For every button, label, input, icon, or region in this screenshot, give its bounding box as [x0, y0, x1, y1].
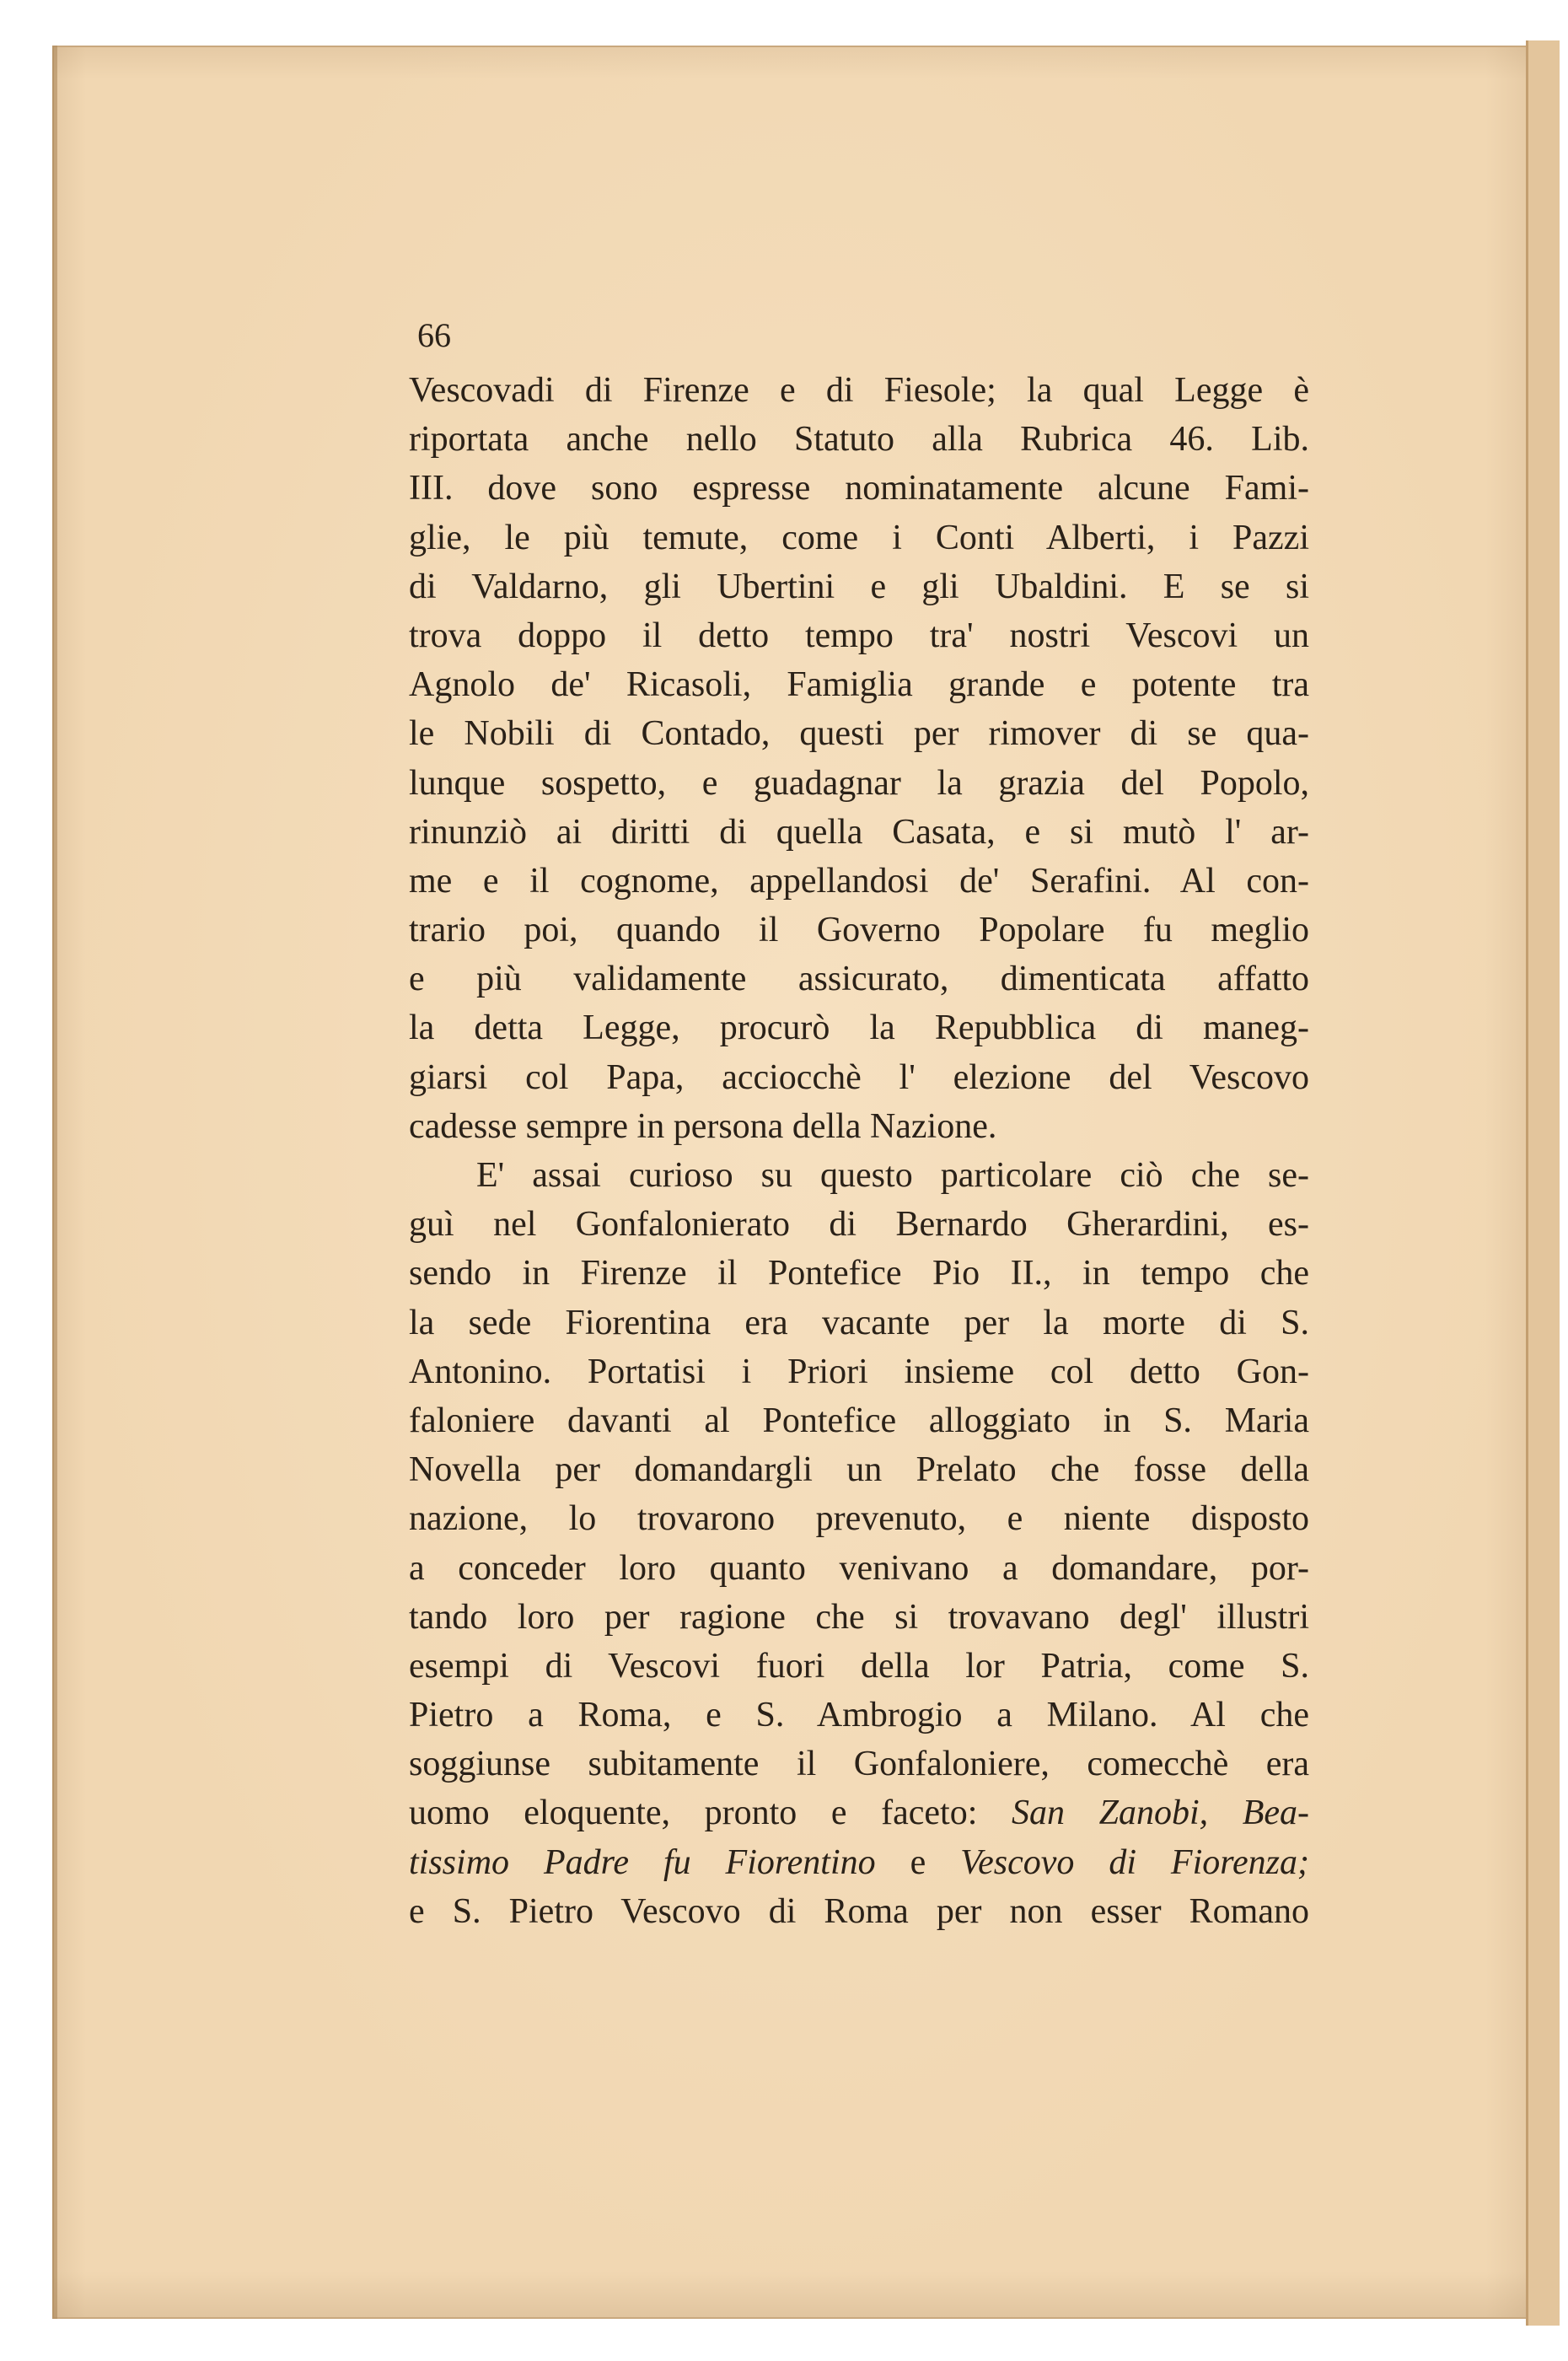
text-line: guì nel Gonfalonierato di Bernardo Gherardini, es-: [409, 1205, 1309, 1245]
text-line: trova doppo il detto tempo tra' nostri Vescovi un: [409, 616, 1309, 655]
text-line-mixed: [409, 1838, 1309, 1887]
paragraph-start-line: E' assai curioso su questo particolare ciò che se-: [476, 1156, 1309, 1195]
text-line: tando loro per ragione che si trovavano degl' illustri: [409, 1597, 1309, 1637]
text-line: sendo in Firenze il Pontefice Pio II., in tempo che: [409, 1254, 1309, 1293]
text-line: soggiunse subitamente il Gonfaloniere, comecchè era: [409, 1745, 1309, 1784]
binding-edge: [52, 46, 57, 2319]
italic-quote-segment: San Zanobi, Bea-: [1012, 1794, 1310, 1833]
text-line: esempi di Vescovi fuori della lor Patria, come S.: [409, 1646, 1309, 1686]
text-line: III. dove sono espresse nominatamente alcune Fami-: [409, 469, 1309, 508]
text-line: giarsi col Papa, acciocchè l' elezione del Vescovo: [409, 1057, 1309, 1097]
body-text: [409, 366, 1309, 1936]
text-line: Vescovadi di Firenze e di Fiesole; la qual Legge è: [409, 371, 1309, 410]
text-line: le Nobili di Contado, questi per rimover di se qua-: [409, 714, 1309, 754]
text-line: me e il cognome, appellandosi de' Serafini. Al con-: [409, 861, 1309, 901]
text-line: e più validamente assicurato, dimenticata affatto: [409, 960, 1309, 999]
page-number: 66: [417, 316, 451, 354]
text-line: la sede Fiorentina era vacante per la morte di S.: [409, 1303, 1309, 1342]
text-line: Agnolo de' Ricasoli, Famiglia grande e potente tra: [409, 665, 1309, 705]
text-line: la detta Legge, procurò la Repubblica di maneg-: [409, 1008, 1309, 1048]
italic-quote-segment: Vescovo di Fiorenza;: [960, 1842, 1310, 1882]
text-line: di Valdarno, gli Ubertini e gli Ubaldini. E se si: [409, 567, 1309, 606]
text-line: riportata anche nello Statuto alla Rubrica 46. Lib.: [409, 420, 1309, 460]
text-line: Novella per domandargli un Prelato che fosse della: [409, 1450, 1309, 1490]
text-line: trario poi, quando il Governo Popolare fu meglio: [409, 911, 1309, 950]
text-line-mixed: [409, 1788, 1309, 1837]
text-line: glie, le più temute, come i Conti Alberti, i Pazzi: [409, 518, 1309, 557]
text-line: lunque sospetto, e guadagnar la grazia del Popolo,: [409, 763, 1309, 803]
italic-quote-line: e S. Pietro Vescovo di Roma per non esser Romano: [409, 1891, 1309, 1931]
text-line: a conceder loro quanto venivano a domandare, por-: [409, 1548, 1309, 1588]
text-line: Antonino. Portatisi i Priori insieme col detto Gon-: [409, 1352, 1309, 1391]
text-segment: uomo eloquente, pronto e faceto:: [409, 1794, 978, 1833]
text-line: faloniere davanti al Pontefice alloggiato in S. Maria: [409, 1401, 1309, 1440]
text-line: Pietro a Roma, e S. Ambrogio a Milano. Al che: [409, 1696, 1309, 1735]
page-back-edge: [1526, 40, 1560, 2326]
text-segment: e: [910, 1842, 926, 1882]
italic-quote-segment: tissimo Padre fu Fiorentino: [409, 1842, 876, 1882]
text-line: nazione, lo trovarono prevenuto, e niente disposto: [409, 1499, 1309, 1539]
text-line: rinunziò ai diritti di quella Casata, e si mutò l' ar-: [409, 812, 1309, 852]
text-line: cadesse sempre in persona della Nazione.: [409, 1106, 997, 1146]
